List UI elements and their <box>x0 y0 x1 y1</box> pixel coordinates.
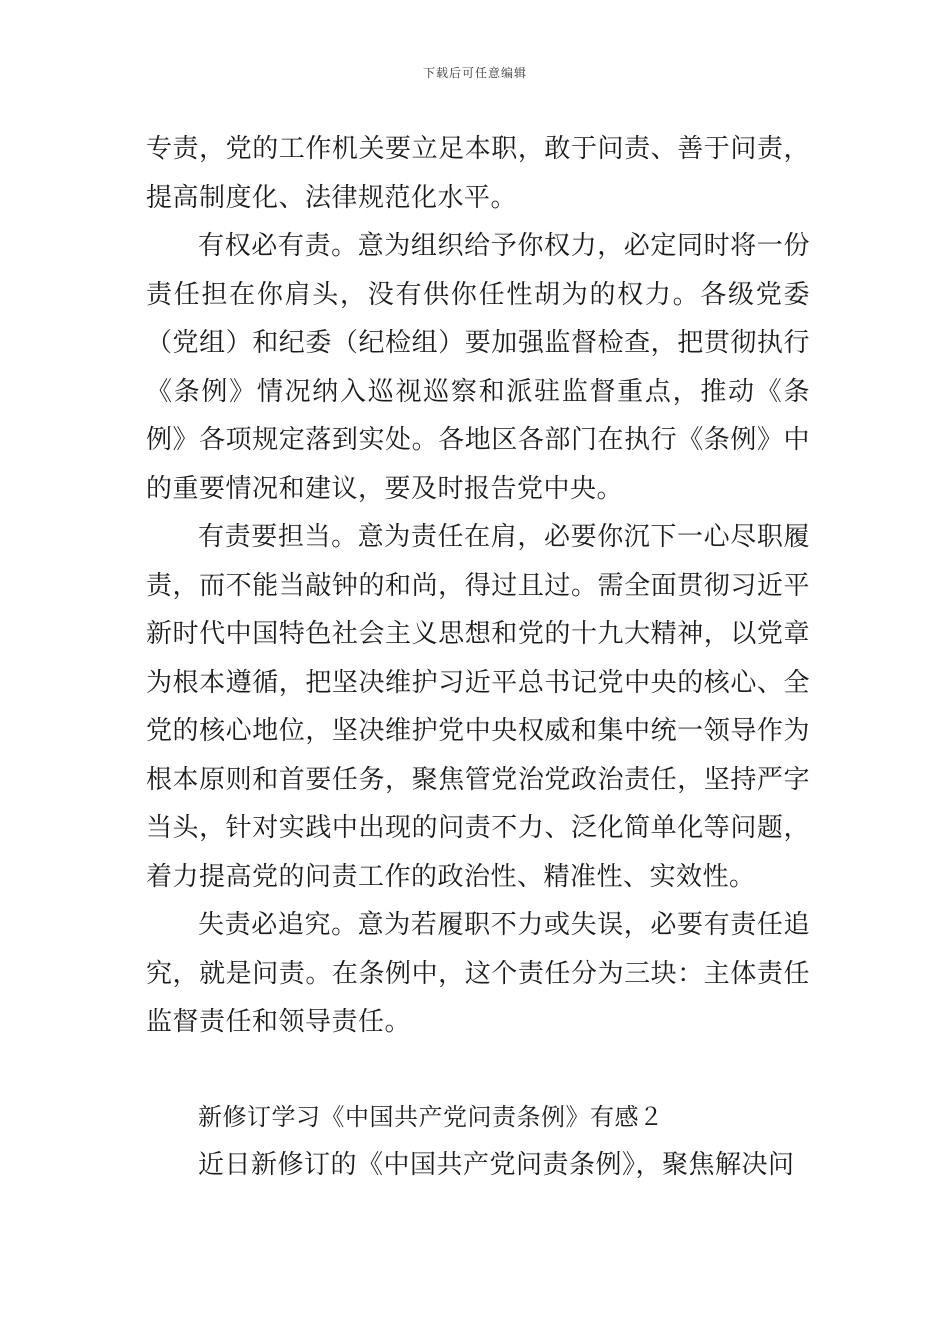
document-body <box>146 125 810 1190</box>
paragraph-take-responsibility: 有责要担当。意为责任在肩，必要你沉下一心尽职履责，而不能当敲钟的和尚，得过且过。需全面贯彻习近平新时代中国特色社会主义思想和党的十九大精神，以党章为根本遵循，把坚决维护习近平总书记党中央的核心、全党的核心地位，坚决维护党中央权威和集中统一领导作为根本原则和首要任务，聚焦管党治党政治责任，坚持严字当头，针对实践中出现的问责不力、泛化简单化等问题，着力提高党的问责工作的政治性、精准性、实效性。 <box>146 522 810 892</box>
paragraph-section-intro: 近日新修订的《中国共产党问责条例》，聚焦解决问 <box>198 1150 795 1180</box>
section-gap <box>146 1047 810 1093</box>
header-note: 下载后可任意编辑 <box>422 66 527 80</box>
paragraph-continuation: 专责，党的工作机关要立足本职，敢于问责、善于问责，提高制度化、法律规范化水平。 <box>146 134 810 213</box>
section-heading: 新修订学习《中国共产党问责条例》有感２ <box>198 1102 664 1131</box>
paragraph-accountability: 失责必追究。意为若履职不力或失误，必要有责任追究，就是问责。在条例中，这个责任分为三块：主体责任监督责任和领导责任。 <box>146 910 810 1037</box>
paragraph-power-responsibility: 有权必有责。意为组织给予你权力，必定同时将一份责任担在你肩头，没有供你任性胡为的权力。各级党委（党组）和纪委（纪检组）要加强监督检查，把贯彻执行《条例》情况纳入巡视巡察和派驻监督重点，推动《条例》各项规定落到实处。各地区各部门在执行《条例》中的重要情况和建议，要及时报告党中央。 <box>146 231 810 504</box>
